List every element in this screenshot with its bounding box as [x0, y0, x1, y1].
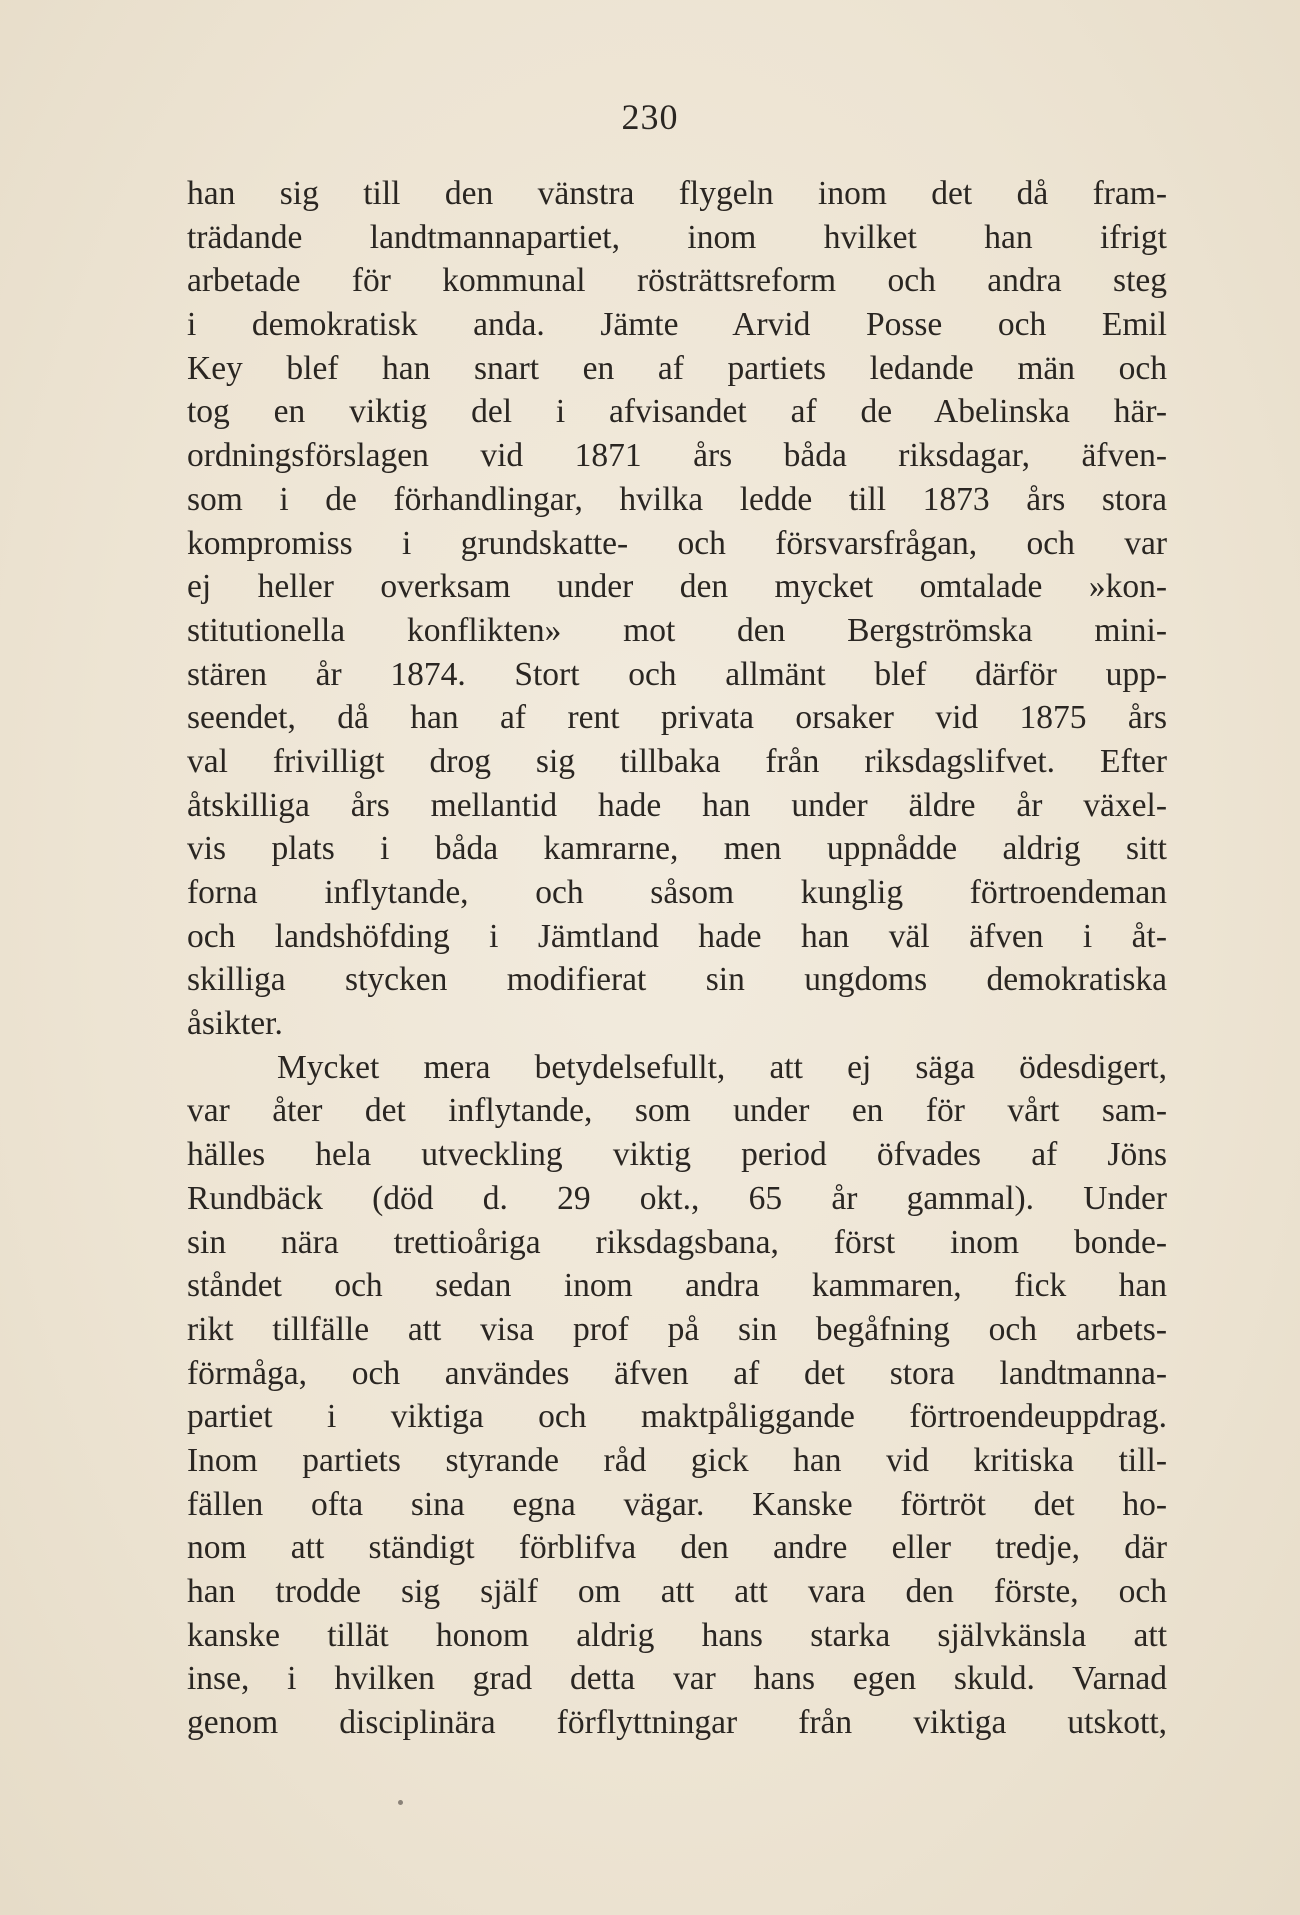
text-line: tog en viktig del i afvisandet af de Abelinska här- [187, 393, 1167, 431]
text-line: hälles hela utveckling viktig period öfvades af Jöns [187, 1136, 1167, 1174]
text-line: arbetade för kommunal rösträttsreform och andra steg [187, 262, 1167, 300]
text-line: Key blef han snart en af partiets ledande män och [187, 349, 1167, 387]
text-line: som i de förhandlingar, hvilka ledde till 1873 års stora [187, 480, 1167, 518]
text-line: rikt tillfälle att visa prof på sin begåfning och arbets- [187, 1310, 1167, 1348]
text-line: val frivilligt drog sig tillbaka från riksdagslifvet. Efter [187, 742, 1167, 780]
text-line: stitutionella konflikten» mot den Bergströmska mini- [187, 611, 1167, 649]
text-line: ej heller overksam under den mycket omtalade »kon- [187, 568, 1167, 606]
text-line: kanske tillät honom aldrig hans starka självkänsla att [187, 1616, 1167, 1654]
text-line: åsikter. [187, 1005, 283, 1043]
text-line: skilliga stycken modifierat sin ungdoms demokratiska [187, 961, 1167, 999]
text-line: genom disciplinära förflyttningar från viktiga utskott, [187, 1704, 1167, 1742]
text-line: Rundbäck (död d. 29 okt., 65 år gammal). Under [187, 1179, 1167, 1217]
text-line: åtskilliga års mellantid hade han under äldre år växel- [187, 786, 1167, 824]
text-line: och landshöfding i Jämtland hade han väl äfven i åt- [187, 917, 1167, 955]
text-line: han trodde sig själf om att att vara den förste, och [187, 1573, 1167, 1610]
text-line: vis plats i båda kamrarne, men uppnådde aldrig sitt [187, 830, 1167, 868]
text-line: seendet, då han af rent privata orsaker vid 1875 års [187, 699, 1167, 737]
text-line: nom att ständigt förblifva den andre eller tredje, där [187, 1529, 1167, 1567]
text-line: ordningsförslagen vid 1871 års båda riksdagar, äfven- [187, 437, 1167, 475]
text-line: han sig till den vänstra flygeln inom det då fram- [187, 175, 1167, 212]
text-line: forna inflytande, och såsom kunglig förtroendeman [187, 874, 1167, 911]
text-line: kompromiss i grundskatte- och försvarsfrågan, och var [187, 524, 1167, 562]
text-line: fällen ofta sina egna vägar. Kanske förtröt det ho- [187, 1485, 1167, 1523]
text-line: förmåga, och användes äfven af det stora landtmanna- [187, 1354, 1167, 1392]
text-line: inse, i hvilken grad detta var hans egen skuld. Varnad [187, 1660, 1167, 1698]
text-line: var åter det inflytande, som under en för vårt sam- [187, 1092, 1167, 1130]
text-line: i demokratisk anda. Jämte Arvid Posse och Emil [187, 306, 1167, 344]
text-line: sin nära trettioåriga riksdagsbana, först inom bonde- [187, 1223, 1167, 1261]
text-line: partiet i viktiga och maktpåliggande förtroendeuppdrag. [187, 1398, 1167, 1436]
text-line: Mycket mera betydelsefullt, att ej säga ödesdigert, [277, 1048, 1167, 1086]
paper-speck [398, 1800, 403, 1805]
body-text [187, 172, 1167, 1745]
text-line: stären år 1874. Stort och allmänt blef därför upp- [187, 655, 1167, 693]
text-line: Inom partiets styrande råd gick han vid kritiska till- [187, 1441, 1167, 1479]
page-number: 230 [621, 97, 679, 137]
text-line: trädande landtmannapartiet, inom hvilket han ifrigt [187, 218, 1167, 256]
text-line: ståndet och sedan inom andra kammaren, fick han [187, 1267, 1167, 1305]
